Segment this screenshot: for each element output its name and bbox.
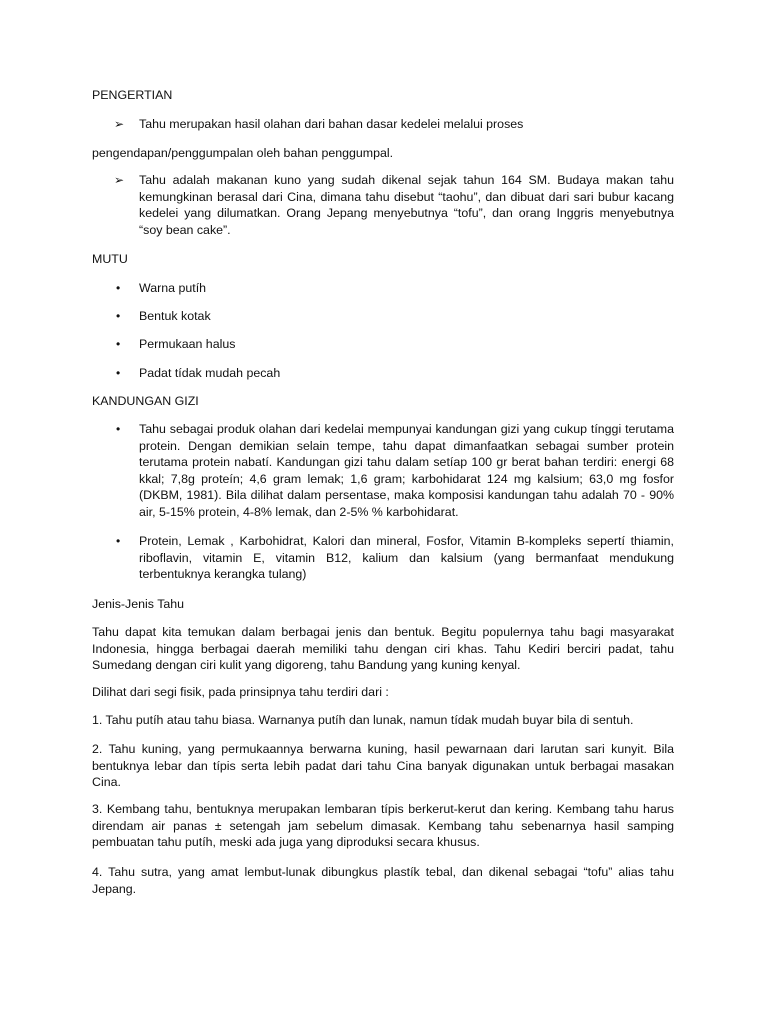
- jenis-intro-paragraph: Tahu dapat kita temukan dalam berbagai jenis dan bentuk. Begitu populernya tahu bagi masyarakat Indonesia, hingga berbagai daerah memiliki tahu dengan ciri khas. Tahu Kediri berciri padat, tahu Sumedang dengan ciri kulit yang digoreng, tahu Bandung yang kuning kenyal.: [92, 625, 674, 672]
- mutu-item: Bentuk kotak: [139, 309, 211, 323]
- dot-bullet-icon: •: [116, 534, 121, 548]
- section-heading-jenis-tahu: Jenis-Jenis Tahu: [92, 597, 185, 611]
- kandungan-item-2: Protein, Lemak , Karbohidrat, Kalori dan mineral, Fosfor, Vitamin B-kompleks sepertí thiamin, riboflavin, vitamin E, vitamin B12, kalium dan kalsium (yang bermanfaat mendukung terbentuknya kerangka tulang): [139, 534, 674, 581]
- jenis-item-1: 1. Tahu putíh atau tahu biasa. Warnanya putíh dan lunak, namun tídak mudah buyar bila di sentuh.: [92, 713, 634, 727]
- dot-bullet-icon: •: [116, 366, 121, 380]
- dot-bullet-icon: •: [116, 281, 121, 295]
- dot-bullet-icon: •: [116, 422, 121, 436]
- pengertian-item-1-continued: pengendapan/penggumpalan oleh bahan penggumpal.: [92, 146, 394, 160]
- section-heading-pengertian: PENGERTIAN: [92, 88, 173, 102]
- mutu-item: Permukaan halus: [139, 337, 236, 351]
- dot-bullet-icon: •: [116, 337, 121, 351]
- section-heading-kandungan-gizi: KANDUNGAN GIZI: [92, 394, 199, 408]
- jenis-item-4: 4. Tahu sutra, yang amat lembut-lunak dibungkus plastík tebal, dan dikenal sebagai “tofu” alias tahu Jepang.: [92, 865, 674, 896]
- pengertian-item-1: Tahu merupakan hasil olahan dari bahan dasar kedelei melalui proses: [139, 117, 524, 131]
- jenis-item-2: 2. Tahu kuning, yang permukaannya berwarna kuning, hasil pewarnaan dari larutan sari kunyit. Bila bentuknya lebar dan típis serta lebih padat dari tahu Cina banyak digunakan untuk berbagai masakan Cina.: [92, 742, 674, 789]
- arrow-bullet-icon: ➢: [114, 117, 125, 131]
- pengertian-item-2: Tahu adalah makanan kuno yang sudah dikenal sejak tahun 164 SM. Budaya makan tahu kemungkinan berasal dari Cina, dimana tahu disebut “taohu”, dan dibuat dari sari bubur kacang kedelei yang dilumatkan. Orang Jepang menyebutnya “tofu”, dan orang Inggris menyebutnya “soy bean cake”.: [139, 173, 674, 237]
- arrow-bullet-icon: ➢: [114, 173, 125, 187]
- mutu-item: Padat tídak mudah pecah: [139, 366, 281, 380]
- mutu-item: Warna putíh: [139, 281, 207, 295]
- dot-bullet-icon: •: [116, 309, 121, 323]
- jenis-item-3: 3. Kembang tahu, bentuknya merupakan lembaran típis berkerut-kerut dan kering. Kembang tahu harus direndam air panas ± setengah jam sebelum dimasak. Kembang tahu sebenarnya hasil samping pembuatan tahu putíh, meski ada juga yang diproduksi secara khusus.: [92, 802, 674, 849]
- kandungan-item-1: Tahu sebagai produk olahan dari kedelai mempunyai kandungan gizi yang cukup tínggi terutama protein. Dengan demikian selain tempe, tahu dapat dimanfaatkan sebagai sumber protein terutama protein nabatí. Kandungan gizi tahu dalam setíap 100 gr berat bahan terdiri: energi 68 kkal; 7,8g proteín; 4,6 gram lemak; 1,6 gram; karbohidarat 124 mg kalsium; 63,0 mg fosfor (DKBM, 1981). Bila dilihat dalam persentase, maka komposisi kandungan tahu adalah 70 - 90% air, 5-15% protein, 4-8% lemak, dan 2-5% % karbohidarat.: [139, 422, 674, 519]
- jenis-lead-paragraph: Dilihat dari segi fisik, pada prinsipnya tahu terdiri dari :: [92, 685, 389, 699]
- section-heading-mutu: MUTU: [92, 252, 128, 266]
